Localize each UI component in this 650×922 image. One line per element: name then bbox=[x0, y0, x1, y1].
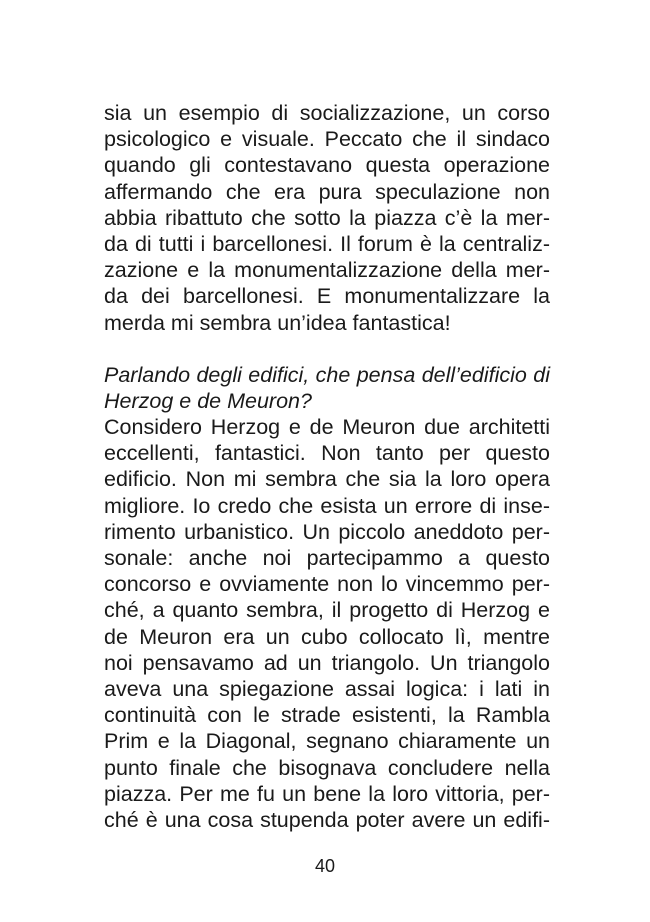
text-line: quando gli contestavano questa operazione bbox=[104, 153, 550, 178]
text-line: de Meuron era un cubo collocato lì, mentre bbox=[104, 624, 550, 649]
text-line: piazza. Per me fu un bene la loro vittoria, per- bbox=[104, 781, 550, 806]
text-line: affermando che era pura speculazione non bbox=[104, 179, 550, 204]
text-line: continuità con le strade esistenti, la Rambla bbox=[104, 703, 550, 728]
question-line: Herzog e de Meuron? bbox=[104, 388, 312, 413]
text-line: sonale: anche noi partecipammo a questo bbox=[104, 546, 550, 570]
page-number: 40 bbox=[314, 856, 336, 876]
text-line: zazione e la monumentalizzazione della mer- bbox=[104, 258, 550, 283]
text-line: ché, a quanto sembra, il progetto di Herzog e bbox=[104, 598, 550, 623]
text-line: da dei barcellonesi. E monumentalizzare la bbox=[104, 284, 550, 309]
text-line: eccellenti, fantastici. Non tanto per questo bbox=[104, 441, 550, 466]
text-line: migliore. Io credo che esista un errore di inse- bbox=[104, 493, 550, 518]
text-line: noi pensavamo ad un triangolo. Un triangolo bbox=[104, 650, 550, 675]
text-line: da di tutti i barcellonesi. Il forum è la centraliz- bbox=[104, 231, 550, 256]
page-body bbox=[104, 100, 550, 833]
text-line: abbia ribattuto che sotto la piazza c’è la mer- bbox=[104, 205, 550, 230]
text-line: ché è una cosa stupenda poter avere un edifi- bbox=[104, 807, 550, 832]
paragraph-spacer bbox=[104, 336, 550, 362]
text-line: rimento urbanistico. Un piccolo aneddoto per- bbox=[104, 519, 550, 544]
question-line: Parlando degli edifici, che pensa dell’edificio di bbox=[104, 362, 550, 387]
text-line: edificio. Non mi sembra che sia la loro opera bbox=[104, 467, 550, 492]
text-line: psicologico e visuale. Peccato che il sindaco bbox=[104, 127, 550, 152]
paragraph-2 bbox=[104, 414, 550, 833]
text-line: aveva una spiegazione assai logica: i lati in bbox=[104, 676, 550, 701]
text-line: punto finale che bisognava concludere nella bbox=[104, 755, 550, 780]
text-line: merda mi sembra un’idea fantastica! bbox=[104, 310, 451, 335]
text-line: concorso e ovviamente non lo vincemmo per- bbox=[104, 572, 550, 597]
text-line: Considero Herzog e de Meuron due architetti bbox=[104, 415, 550, 440]
paragraph-1 bbox=[104, 100, 550, 336]
text-line: Prim e la Diagonal, segnano chiaramente un bbox=[104, 729, 550, 754]
interview-question bbox=[104, 362, 550, 414]
text-line: sia un esempio di socializzazione, un corso bbox=[104, 101, 550, 125]
